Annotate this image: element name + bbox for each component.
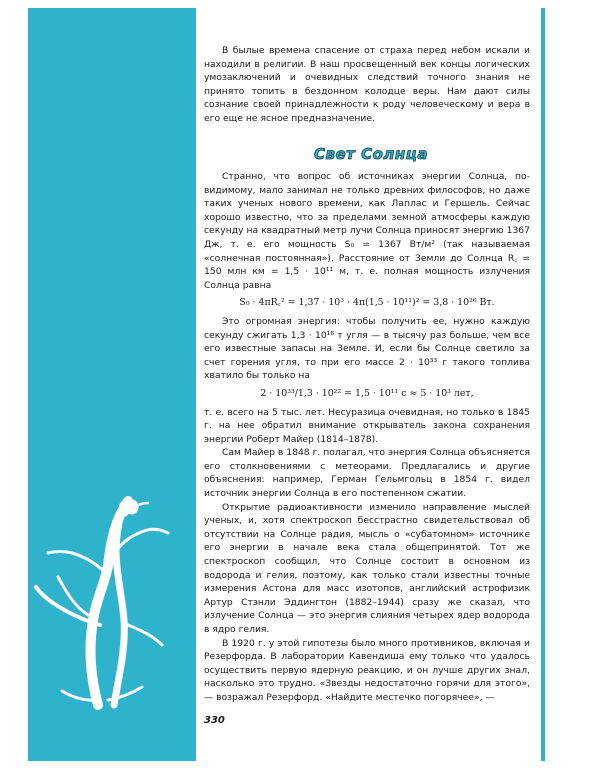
paragraph-1: Странно, что вопрос об источниках энергии Солнца, по-видимому, мало занимал не только древних философов, но даже таких ученых нового времени, как Лаплас и Гершель. Сейчас хорошо известно, что за пределами земной атмосферы каждую секунду на квадратный метр лучи Солнца приносят энергию 1367 Дж, т. е. его мощность S₀ = 1367 Вт/м² (так называемая «солнечная постоянная»). Расстояние от Земли до Солнца R꜀ = 150 млн км = 1,5 · 10¹¹ м, т. е. полная мощность излучения Солнца равна <box>204 171 530 291</box>
intro-paragraph: В былые времена спасение от страха перед небом искали и находили в религии. В наш просвещенный век концы логических умозаключений и очевидных следствий точного знания не принято топить в бездонном колодце веры. Нам дают силы сознание своей принадлежности к роду человеческому и вера в его еще не ясное предназначение. <box>204 45 530 124</box>
intro-paragraph-block <box>204 44 530 126</box>
paragraph-2: Это огромная энергия: чтобы получить ее, нужно каждую секунду сжигать 1,3 · 10¹⁶ т угля — в тысячу раз больше, чем все его известные запасы на Земле. И, если бы Солнце светило за счет горения угля, то при его массе 2 · 10³³ г такого топлива хватило бы только на <box>204 315 530 382</box>
paragraph-5: Открытие радиоактивности изменило направление мыслей ученых, и, хотя спектроскоп бесстрастно свидетельствовал об отсутствии на Солнце радия, мысль о «субатомном» источнике его энергии в начале века стала общепринятой. Тот же спектроскоп сообщил, что Солнце состоит в основном из водорода и гелия, поэтому, как только стали известны точные измерения Астона для масс изотопов, английский астрофизик Артур Стэнли Эддингтон (1882–1944) сразу же сказал, что излучение Солнца — это энергия слияния четырех ядер водорода в ядро гелия. <box>204 501 530 635</box>
paragraph-3: т. е. всего на 5 тыс. лет. Несуразица очевидная, но только в 1845 г. на нее обратил внимание открыватель закона сохранения энергии Роберт Майер (1814–1878). <box>204 406 530 445</box>
paragraph-6: В 1920 г. у этой гипотезы было много противников, включая и Резерфорда. В лаборатории Кавендиша ему только что удалось осуществить первую ядерную реакцию, и он лучше других знал, насколько это трудно. «Звезды недостаточно горячи для этого», — возражал Резерфорд. «Найдите местечко погорячее», — <box>204 637 530 703</box>
section-heading-banner <box>314 140 429 166</box>
article-body <box>204 170 530 705</box>
page-number: 330 <box>204 715 225 726</box>
formula-coal-time: 2 · 10³³/1,3 · 10²² = 1,5 · 10¹¹ с ≈ 5 · 10³ лет, <box>260 387 474 399</box>
tree-woman-illustration <box>28 495 188 710</box>
right-edge-rule <box>541 8 545 761</box>
section-heading <box>204 140 530 168</box>
section-title: Свет Солнца <box>314 145 428 163</box>
paragraph-4: Сам Майер в 1848 г. полагал, что энергия Солнца объясняется его столкновениями с метеорами. Предлагались и другие объяснения: например, Герман Гельмгольц в 1854 г. видел источник энергии Солнца в его постепенном сжатии. <box>204 447 530 500</box>
formula-solar-power: S₀ · 4πR꜀² = 1,37 · 10³ · 4π(1,5 · 10¹¹)² = 3,8 · 10²⁶ Вт. <box>239 297 495 309</box>
